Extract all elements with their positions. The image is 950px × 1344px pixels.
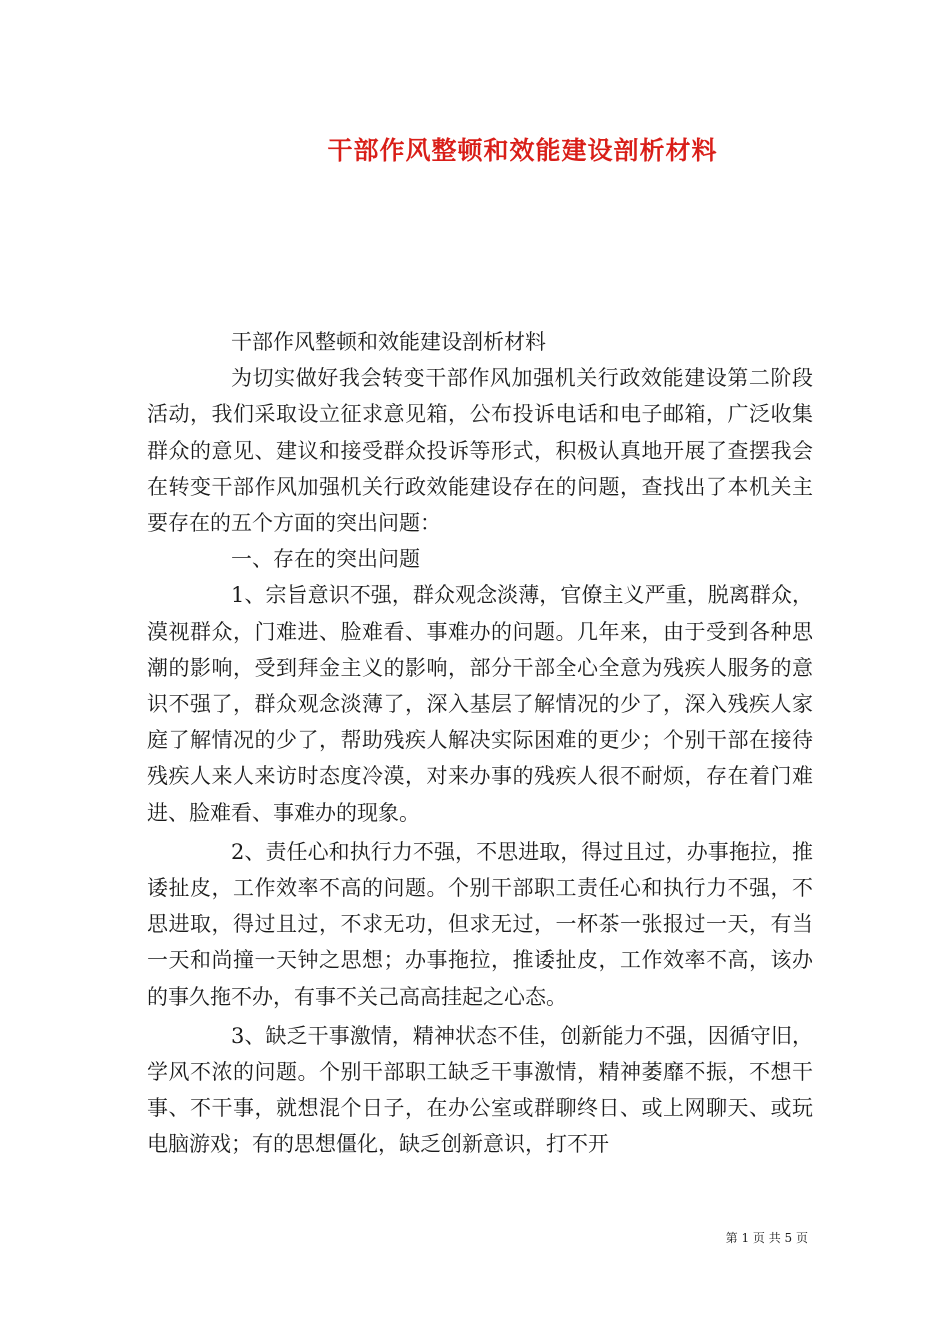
problem-item-1: 1、宗旨意识不强，群众观念淡薄，官僚主义严重，脱离群众，漠视群众，门难进、脸难看、事难办的问题。几年来，由于受到各种思潮的影响，受到拜金主义的影响，部分干部全心全意为残疾人服务的意识不强了，群众观念淡薄了，深入基层了解情况的少了，深入残疾人家庭了解情况的少了，帮助残疾人解决实际困难的更少；个别干部在接待残疾人来人来访时态度冷漠，对来办事的残疾人很不耐烦，存在着门难进、脸难看、事难办的现象。: [147, 583, 813, 825]
document-title: 干部作风整顿和效能建设剖析材料: [327, 136, 718, 165]
problem-item-3: 3、缺乏干事激情，精神状态不佳，创新能力不强，因循守旧，学风不浓的问题。个别干部职工缺乏干事激情，精神萎靡不振，不想干事、不干事，就想混个日子，在办公室或群聊终日、或上网聊天、或玩电脑游戏；有的思想僵化，缺乏创新意识，打不开: [147, 1023, 813, 1157]
document-body: [147, 324, 813, 1163]
intro-paragraph: 为切实做好我会转变干部作风加强机关行政效能建设第二阶段活动，我们采取设立征求意见箱，公布投诉电话和电子邮箱，广泛收集群众的意见、建议和接受群众投诉等形式，积极认真地开展了查摆我会在转变干部作风加强机关行政效能建设存在的问题，查找出了本机关主要存在的五个方面的突出问题：: [147, 366, 813, 536]
problem-item-2: 2、责任心和执行力不强，不思进取，得过且过，办事拖拉，推诿扯皮，工作效率不高的问题。个别干部职工责任心和执行力不强，不思进取，得过且过，不求无功，但求无过，一杯茶一张报过一天，有当一天和尚撞一天钟之思想；办事拖拉，推诿扯皮，工作效率不高，该办的事久拖不办，有事不关己高高挂起之心态。: [147, 839, 813, 1009]
section-heading: 一、存在的突出问题: [231, 547, 420, 572]
document-subtitle: 干部作风整顿和效能建设剖析材料: [231, 330, 546, 354]
page-footer: 第 1 页 共 5 页: [725, 1231, 808, 1245]
